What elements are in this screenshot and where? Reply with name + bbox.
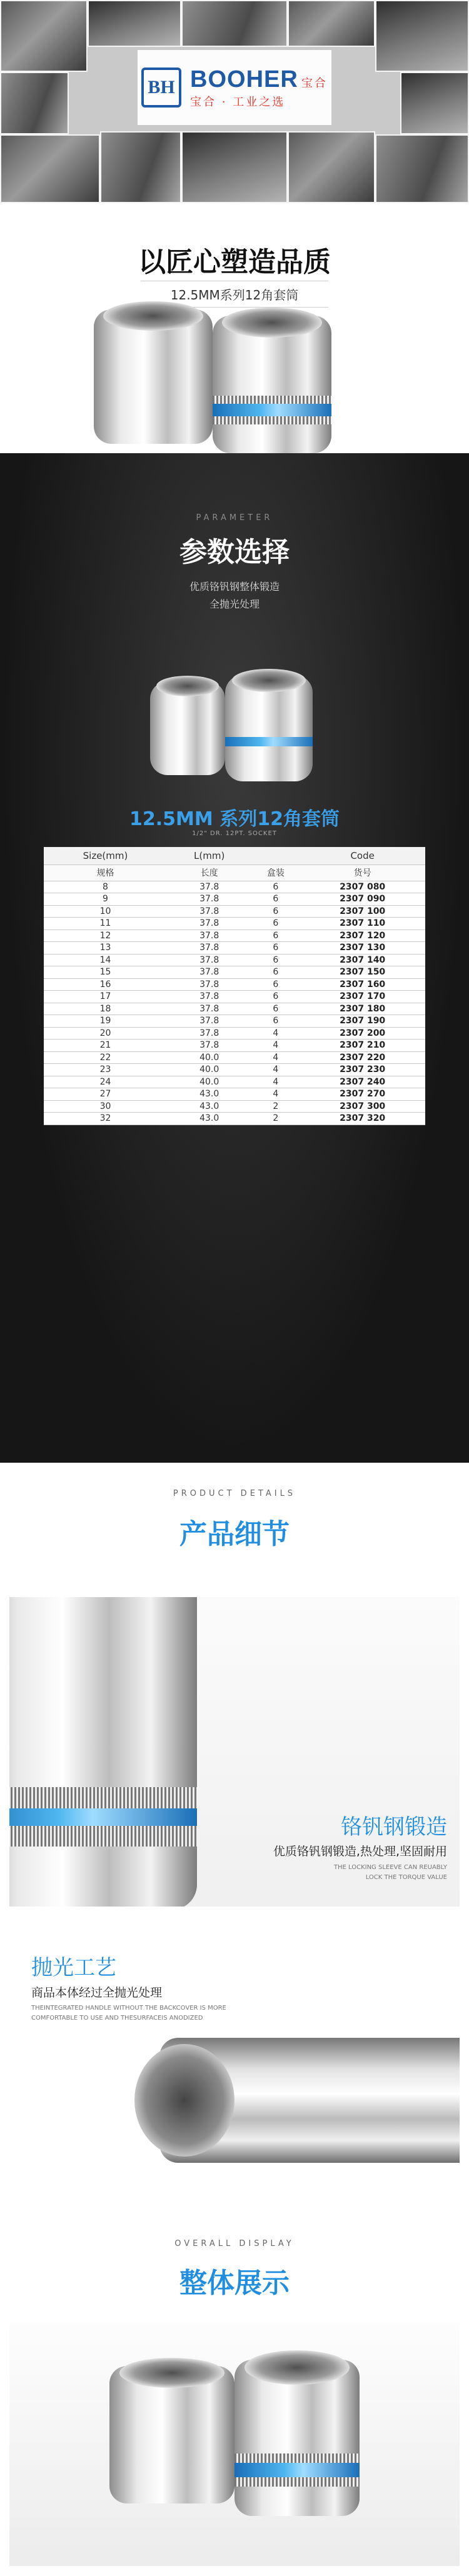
- table-cell: 16: [44, 978, 167, 991]
- details-title: 产品细节: [179, 1518, 290, 1550]
- table-row: [44, 1076, 425, 1088]
- table-cell: 10: [44, 905, 167, 918]
- table-cell: 2307 220: [300, 1051, 425, 1064]
- socket-closeup-image: [9, 1597, 197, 1907]
- table-header-row: [44, 865, 425, 881]
- column-header: 规格: [44, 865, 167, 881]
- details-section: [0, 1463, 469, 2225]
- table-row: [44, 1100, 425, 1113]
- feature-en-line: THE LOCKING SLEEVE CAN REUABLY: [333, 1864, 447, 1871]
- overall-display-panel: [9, 2322, 460, 2566]
- table-cell: 2307 080: [300, 881, 425, 893]
- table-row: [44, 1088, 425, 1101]
- table-cell: 37.8: [167, 991, 251, 1003]
- table-cell: 37.8: [167, 954, 251, 966]
- table-cell: 13: [44, 942, 167, 955]
- series-title: 12.5MM 系列12角套筒: [129, 808, 340, 830]
- table-cell: 18: [44, 1003, 167, 1015]
- table-row: [44, 1113, 425, 1125]
- detail-panel-polishing: [9, 1922, 460, 2178]
- table-cell: 2307 320: [300, 1113, 425, 1125]
- logo-mark: BH: [141, 68, 181, 108]
- table-cell: 2307 170: [300, 991, 425, 1003]
- hero-photo: [288, 131, 375, 203]
- feature-description: 商品本体经过全抛光处理: [31, 1986, 163, 2000]
- table-cell: 32: [44, 1113, 167, 1125]
- table-cell: 6: [251, 991, 300, 1003]
- feature-description-en: [247, 1863, 447, 1883]
- table-cell: 40.0: [167, 1051, 251, 1064]
- table-cell: 17: [44, 991, 167, 1003]
- table-cell: 6: [251, 1003, 300, 1015]
- table-cell: 37.8: [167, 930, 251, 942]
- table-row: [44, 893, 425, 906]
- parameter-description: [0, 578, 469, 613]
- hero-banner: [0, 0, 469, 203]
- hero-photo: [0, 0, 88, 72]
- table-cell: 6: [251, 930, 300, 942]
- series-subtitle: 1/2" DR. 12PT. SOCKET: [192, 830, 277, 837]
- table-cell: 6: [251, 966, 300, 979]
- brand-slogan: 宝合 · 工业之选: [190, 95, 286, 109]
- table-row: [44, 942, 425, 955]
- table-cell: 4: [251, 1051, 300, 1064]
- table-row: [44, 991, 425, 1003]
- hero-photo: [375, 0, 469, 72]
- details-label: PRODUCT DETAILS: [173, 1489, 296, 1498]
- table-cell: 4: [251, 1040, 300, 1052]
- table-cell: 2307 110: [300, 918, 425, 930]
- table-cell: 19: [44, 1015, 167, 1028]
- table-cell: 2307 140: [300, 954, 425, 966]
- table-cell: 27: [44, 1088, 167, 1101]
- table-cell: 2307 090: [300, 893, 425, 906]
- brand-logo: [138, 50, 331, 125]
- parameter-desc-line: 全抛光处理: [209, 598, 260, 610]
- table-cell: 2307 230: [300, 1064, 425, 1076]
- overall-section: [0, 2225, 469, 2576]
- table-cell: 2307 130: [300, 942, 425, 955]
- column-header: Size(mm): [44, 847, 167, 865]
- table-cell: 8: [44, 881, 167, 893]
- table-row: [44, 1051, 425, 1064]
- table-cell: 2307 100: [300, 905, 425, 918]
- table-row: [44, 930, 425, 942]
- column-header: Code: [300, 847, 425, 865]
- table-cell: 6: [251, 978, 300, 991]
- table-cell: 6: [251, 1015, 300, 1028]
- column-header: 盒装: [251, 865, 300, 881]
- table-cell: 21: [44, 1040, 167, 1052]
- table-row: [44, 954, 425, 966]
- table-cell: 40.0: [167, 1064, 251, 1076]
- table-row: [44, 1015, 425, 1028]
- table-cell: 2307 200: [300, 1027, 425, 1040]
- table-cell: 6: [251, 893, 300, 906]
- parameter-desc-line: 优质铬钒钢整体锻造: [189, 581, 280, 593]
- intro-subtitle: 12.5MM系列12角套筒: [141, 281, 328, 308]
- table-cell: 40.0: [167, 1076, 251, 1088]
- hero-photo: [288, 0, 375, 47]
- table-cell: 23: [44, 1064, 167, 1076]
- brand-name-cn: 宝合: [301, 76, 328, 90]
- table-cell: 2: [251, 1113, 300, 1125]
- table-row: [44, 918, 425, 930]
- table-cell: 2307 270: [300, 1088, 425, 1101]
- table-cell: 37.8: [167, 942, 251, 955]
- parameter-section: [0, 453, 469, 1463]
- table-cell: 2307 300: [300, 1100, 425, 1113]
- table-cell: 43.0: [167, 1113, 251, 1125]
- detail-panel-forging: [9, 1597, 460, 1907]
- table-cell: 2: [251, 1100, 300, 1113]
- parameter-title: 参数选择: [179, 536, 290, 568]
- socket-image: [213, 316, 331, 453]
- table-cell: 6: [251, 942, 300, 955]
- table-cell: 2307 120: [300, 930, 425, 942]
- socket-image: [234, 2360, 360, 2516]
- table-cell: 37.8: [167, 966, 251, 979]
- table-row: [44, 1064, 425, 1076]
- hero-photo: [88, 0, 181, 47]
- table-cell: 2307 160: [300, 978, 425, 991]
- table-cell: 2307 210: [300, 1040, 425, 1052]
- hero-photo: [100, 131, 181, 203]
- hero-photo: [0, 134, 100, 203]
- overall-title: 整体展示: [179, 2267, 290, 2299]
- column-header: 货号: [300, 865, 425, 881]
- table-cell: 4: [251, 1088, 300, 1101]
- socket-image: [94, 309, 213, 444]
- table-cell: 22: [44, 1051, 167, 1064]
- table-cell: 37.8: [167, 905, 251, 918]
- table-cell: 6: [251, 918, 300, 930]
- table-cell: 6: [251, 905, 300, 918]
- feature-heading: 抛光工艺: [31, 1955, 116, 1980]
- table-cell: 37.8: [167, 918, 251, 930]
- table-cell: 6: [251, 881, 300, 893]
- table-cell: 43.0: [167, 1100, 251, 1113]
- table-cell: 4: [251, 1064, 300, 1076]
- column-header: 长度: [167, 865, 251, 881]
- feature-description: 优质铬钒钢锻造,热处理,坚固耐用: [273, 1845, 447, 1858]
- table-cell: 37.8: [167, 1040, 251, 1052]
- intro-section: [0, 203, 469, 453]
- hero-photo: [181, 0, 288, 47]
- table-cell: 2307 150: [300, 966, 425, 979]
- feature-heading: 铬钒钢锻造: [341, 1815, 447, 1840]
- table-cell: 11: [44, 918, 167, 930]
- table-cell: 37.8: [167, 978, 251, 991]
- socket-side-image: [159, 2038, 460, 2163]
- table-cell: 9: [44, 893, 167, 906]
- intro-title: 以匠心塑造品质: [138, 246, 331, 278]
- feature-en-line: THEINTEGRATED HANDLE WITHOUT THE BACKCOVER IS MORE: [31, 2005, 226, 2012]
- socket-image: [109, 2366, 234, 2503]
- table-cell: 37.8: [167, 893, 251, 906]
- table-cell: 37.8: [167, 1027, 251, 1040]
- socket-image: [225, 675, 313, 781]
- spec-table: [44, 847, 425, 1125]
- table-cell: 43.0: [167, 1088, 251, 1101]
- table-cell: 24: [44, 1076, 167, 1088]
- table-row: [44, 881, 425, 893]
- table-row: [44, 966, 425, 979]
- table-row: [44, 1040, 425, 1052]
- hero-photo: [375, 134, 469, 203]
- table-row: [44, 905, 425, 918]
- table-header-row: [44, 847, 425, 865]
- feature-en-line: LOCK THE TORQUE VALUE: [365, 1874, 447, 1881]
- table-cell: 15: [44, 966, 167, 979]
- table-body: [44, 881, 425, 1125]
- parameter-label: PARAMETER: [196, 513, 273, 523]
- overall-label: OVERALL DISPLAY: [174, 2239, 295, 2248]
- column-header: L(mm): [167, 847, 251, 865]
- table-cell: 4: [251, 1027, 300, 1040]
- hero-photo: [0, 72, 69, 134]
- table-cell: 14: [44, 954, 167, 966]
- table-cell: 37.8: [167, 881, 251, 893]
- table-cell: 6: [251, 954, 300, 966]
- table-cell: 4: [251, 1076, 300, 1088]
- table-row: [44, 1027, 425, 1040]
- table-row: [44, 978, 425, 991]
- table-row: [44, 1003, 425, 1015]
- column-header: [251, 847, 300, 865]
- table-cell: 37.8: [167, 1003, 251, 1015]
- hero-photo: [181, 131, 288, 203]
- feature-description-en: [31, 2003, 325, 2023]
- table-cell: 20: [44, 1027, 167, 1040]
- table-cell: 2307 180: [300, 1003, 425, 1015]
- brand-name: BOOHER: [190, 66, 298, 93]
- table-cell: 2307 190: [300, 1015, 425, 1028]
- table-cell: 37.8: [167, 1015, 251, 1028]
- hero-photo: [400, 72, 469, 134]
- table-cell: 30: [44, 1100, 167, 1113]
- table-cell: 2307 240: [300, 1076, 425, 1088]
- feature-en-line: COMFORTABLE TO USE AND THESURFACEIS ANODIZED: [31, 2015, 203, 2022]
- socket-image: [150, 681, 225, 775]
- table-cell: 12: [44, 930, 167, 942]
